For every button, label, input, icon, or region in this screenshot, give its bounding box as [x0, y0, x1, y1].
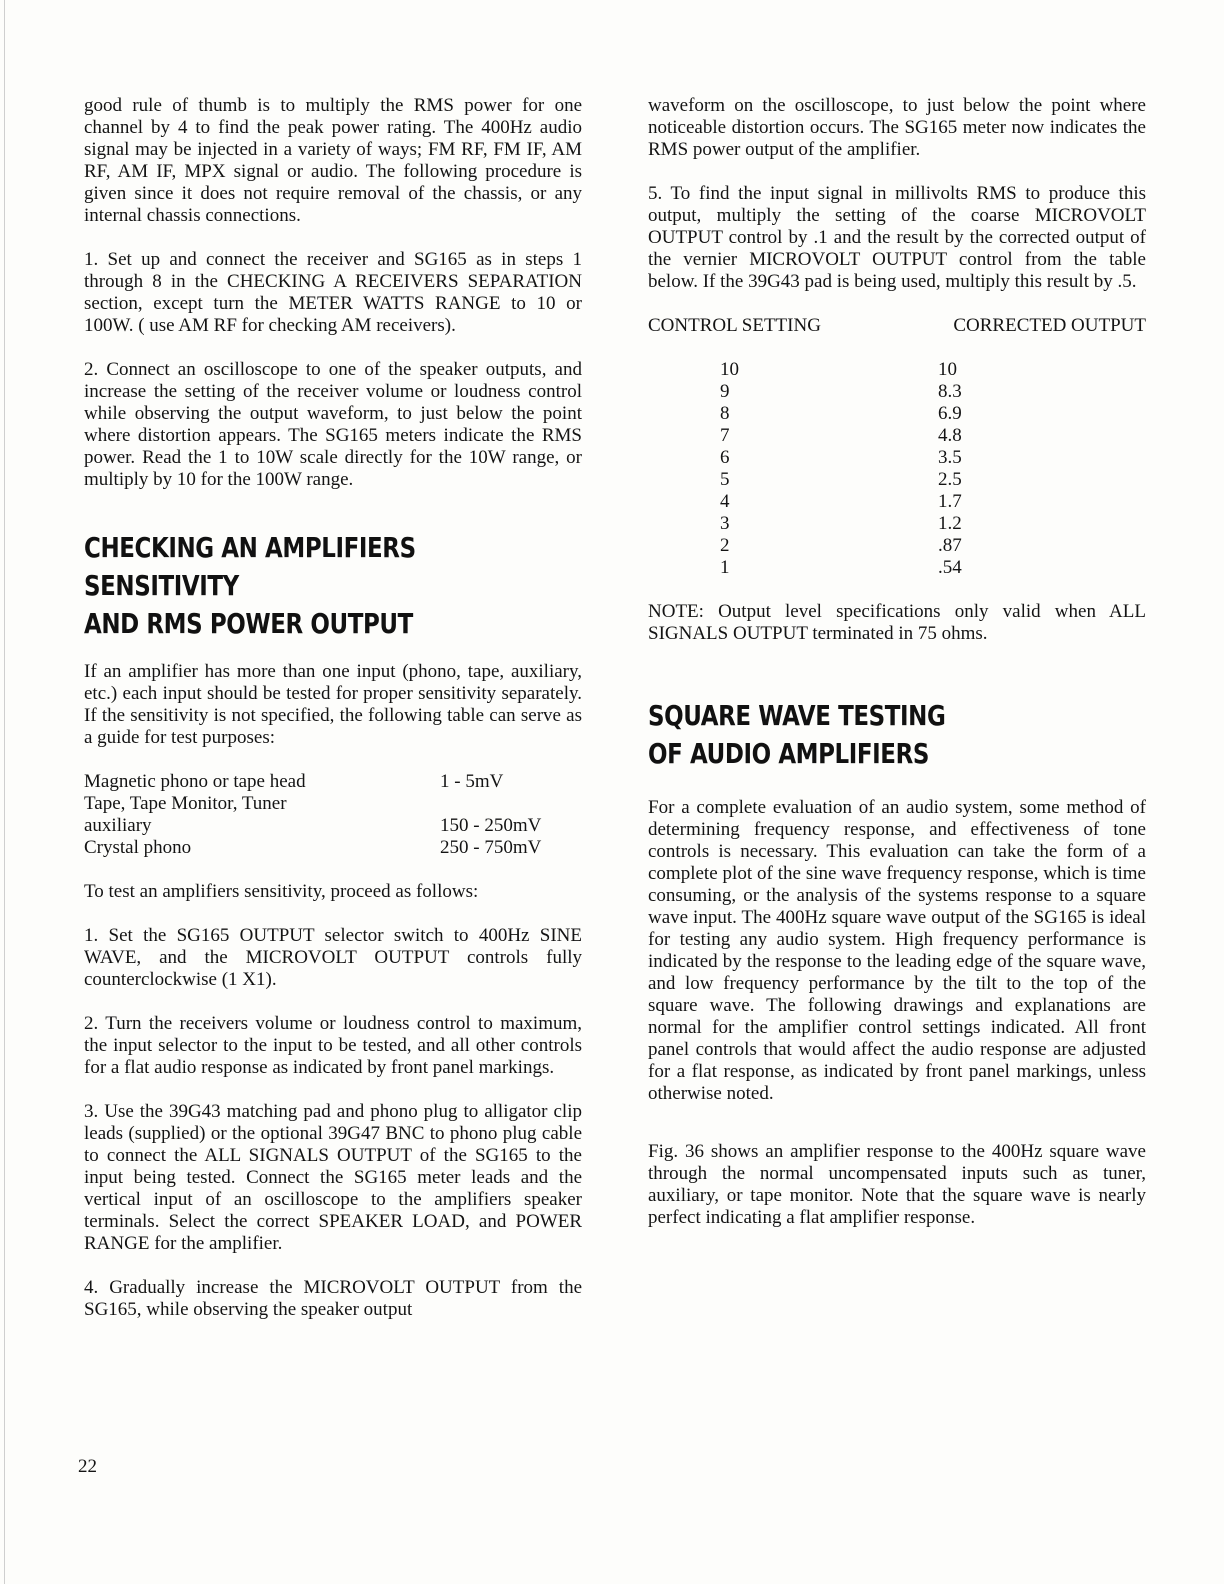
square-wave-paragraph: For a complete evaluation of an audio system, some method of determining frequency response, and effectiveness of tone controls is necessary. This evaluation can take the form of a complete plot of the sine wave frequency response, which is time consuming, or the analysis of the systems response to a square wave input. The 400Hz square wave output of the SG165 is ideal for testing any audio system. High frequency performance is indicated by the response to the leading edge of the square wave, and low frequency performance by the tilt to the top of the square wave. The following drawings and explanations are normal for the amplifier control settings indicated. All front panel controls that would affect the audio response are adjusted for a flat response, as indicated by front panel markings, unless otherwise noted. — [648, 797, 1146, 1104]
right-column — [648, 95, 1146, 1251]
corrected-output: 1.2 — [938, 513, 962, 534]
test-step-4: 4. Gradually increase the MICROVOLT OUTPUT from the SG165, while observing the speaker output — [84, 1277, 582, 1320]
test-step-3: 3. Use the 39G43 matching pad and phono plug to alligator clip leads (supplied) or the optional 39G47 BNC to phono plug cable to connect the ALL SIGNALS OUTPUT of the SG165 to the input being tested. Connect the SG165 meter leads and the vertical input of an oscilloscope to the amplifiers speaker terminals. Select the correct SPEAKER LOAD, and POWER RANGE for the amplifier. — [84, 1101, 582, 1254]
control-setting: 8 — [720, 403, 730, 424]
corrected-output: 2.5 — [938, 469, 962, 490]
table-row — [84, 771, 582, 793]
table-row — [648, 403, 1146, 425]
continuation-paragraph: waveform on the oscilloscope, to just below the point where noticeable distortion occurs. The SG165 meter now indicates the RMS power output of the amplifier. — [648, 95, 1146, 160]
control-setting: 3 — [720, 513, 730, 534]
sensitivity-heading-line2: AND RMS POWER OUTPUT — [84, 607, 413, 640]
corrected-output: .54 — [938, 557, 962, 578]
square-wave-heading — [648, 697, 1140, 773]
input-label: auxiliary — [84, 815, 152, 836]
test-step-2: 2. Turn the receivers volume or loudness control to maximum, the input selector to the input to be tested, and all other controls for a flat audio response as indicated by front panel markings. — [84, 1013, 582, 1078]
table-row — [648, 381, 1146, 403]
input-label: Magnetic phono or tape head — [84, 771, 306, 792]
page-number: 22 — [78, 1456, 97, 1477]
sensitivity-paragraph: If an amplifier has more than one input (phono, tape, auxiliary, etc.) each input should be tested for proper sensitivity separately. If the sensitivity is not specified, the following table can serve as a guide for test purposes: — [84, 661, 582, 748]
table-row — [648, 557, 1146, 579]
left-column — [84, 95, 582, 1343]
sensitivity-heading — [84, 529, 576, 643]
table-row — [648, 535, 1146, 557]
control-setting: 6 — [720, 447, 730, 468]
square-wave-heading-line1: SQUARE WAVE TESTING — [648, 699, 946, 732]
input-value — [440, 793, 582, 815]
corrected-output: 3.5 — [938, 447, 962, 468]
control-table-header — [648, 315, 1146, 337]
table-row — [648, 425, 1146, 447]
step-5-paragraph: 5. To find the input signal in millivolts RMS to produce this output, multiply the setting of the coarse MICROVOLT OUTPUT control by .1 and the result by the corrected output of the vernier MICROVOLT OUTPUT control from the table below. If the 39G43 pad is being used, multiply this result by .5. — [648, 183, 1146, 292]
table-row — [84, 815, 582, 837]
control-setting: 7 — [720, 425, 730, 446]
corrected-output: 1.7 — [938, 491, 962, 512]
table-row — [648, 469, 1146, 491]
input-value: 250 - 750mV — [440, 837, 542, 858]
corrected-output: 6.9 — [938, 403, 962, 424]
table-row — [648, 359, 1146, 381]
corrected-output: 10 — [938, 359, 957, 380]
table-row — [84, 793, 582, 815]
table-row — [648, 447, 1146, 469]
control-table — [648, 359, 1146, 579]
sensitivity-table — [84, 771, 582, 859]
input-value: 1 - 5mV — [440, 771, 504, 792]
step-1-paragraph: 1. Set up and connect the receiver and SG165 as in steps 1 through 8 in the CHECKING A RECEIVERS SEPARATION section, except turn the METER WATTS RANGE to 10 or 100W. ( use AM RF for checking AM receivers). — [84, 249, 582, 336]
input-label: Tape, Tape Monitor, Tuner — [84, 793, 287, 814]
corrected-output: 4.8 — [938, 425, 962, 446]
note-paragraph: NOTE: Output level specifications only valid when ALL SIGNALS OUTPUT terminated in 75 ohms. — [648, 601, 1146, 644]
control-setting: 4 — [720, 491, 730, 512]
table-row — [84, 837, 582, 859]
page-edge-line — [4, 0, 5, 1584]
corrected-output: .87 — [938, 535, 962, 556]
sensitivity-heading-line1: CHECKING AN AMPLIFIERS SENSITIVITY — [84, 531, 416, 602]
control-setting-header: CONTROL SETTING — [648, 315, 821, 336]
test-intro: To test an amplifiers sensitivity, proceed as follows: — [84, 881, 479, 902]
corrected-output: 8.3 — [938, 381, 962, 402]
intro-paragraph: good rule of thumb is to multiply the RMS power for one channel by 4 to find the peak power rating. The 400Hz audio signal may be injected in a variety of ways; FM RF, FM IF, AM RF, AM IF, MPX signal or audio. The following procedure is given since it does not require removal of the chassis, or any internal chassis connections. — [84, 95, 582, 226]
corrected-output-header: CORRECTED OUTPUT — [953, 315, 1146, 336]
control-setting: 1 — [720, 557, 730, 578]
input-label: Crystal phono — [84, 837, 192, 858]
control-setting: 2 — [720, 535, 730, 556]
input-value: 150 - 250mV — [440, 815, 542, 836]
control-setting: 5 — [720, 469, 730, 490]
control-setting: 9 — [720, 381, 730, 402]
control-setting: 10 — [720, 359, 739, 380]
fig-36-paragraph: Fig. 36 shows an amplifier response to the 400Hz square wave through the normal uncompensated inputs such as tuner, auxiliary, or tape monitor. Note that the square wave is nearly perfect indicating a flat amplifier response. — [648, 1141, 1146, 1228]
test-step-1: 1. Set the SG165 OUTPUT selector switch to 400Hz SINE WAVE, and the MICROVOLT OUTPUT controls fully counterclockwise (1 X1). — [84, 925, 582, 990]
step-2-paragraph: 2. Connect an oscilloscope to one of the speaker outputs, and increase the setting of the receiver volume or loudness control while observing the output waveform, to just below the point where distortion appears. The SG165 meters indicate the RMS power. Read the 1 to 10W scale directly for the 10W range, or multiply by 10 for the 100W range. — [84, 359, 582, 490]
square-wave-heading-line2: OF AUDIO AMPLIFIERS — [648, 737, 929, 770]
table-row — [648, 491, 1146, 513]
table-row — [648, 513, 1146, 535]
